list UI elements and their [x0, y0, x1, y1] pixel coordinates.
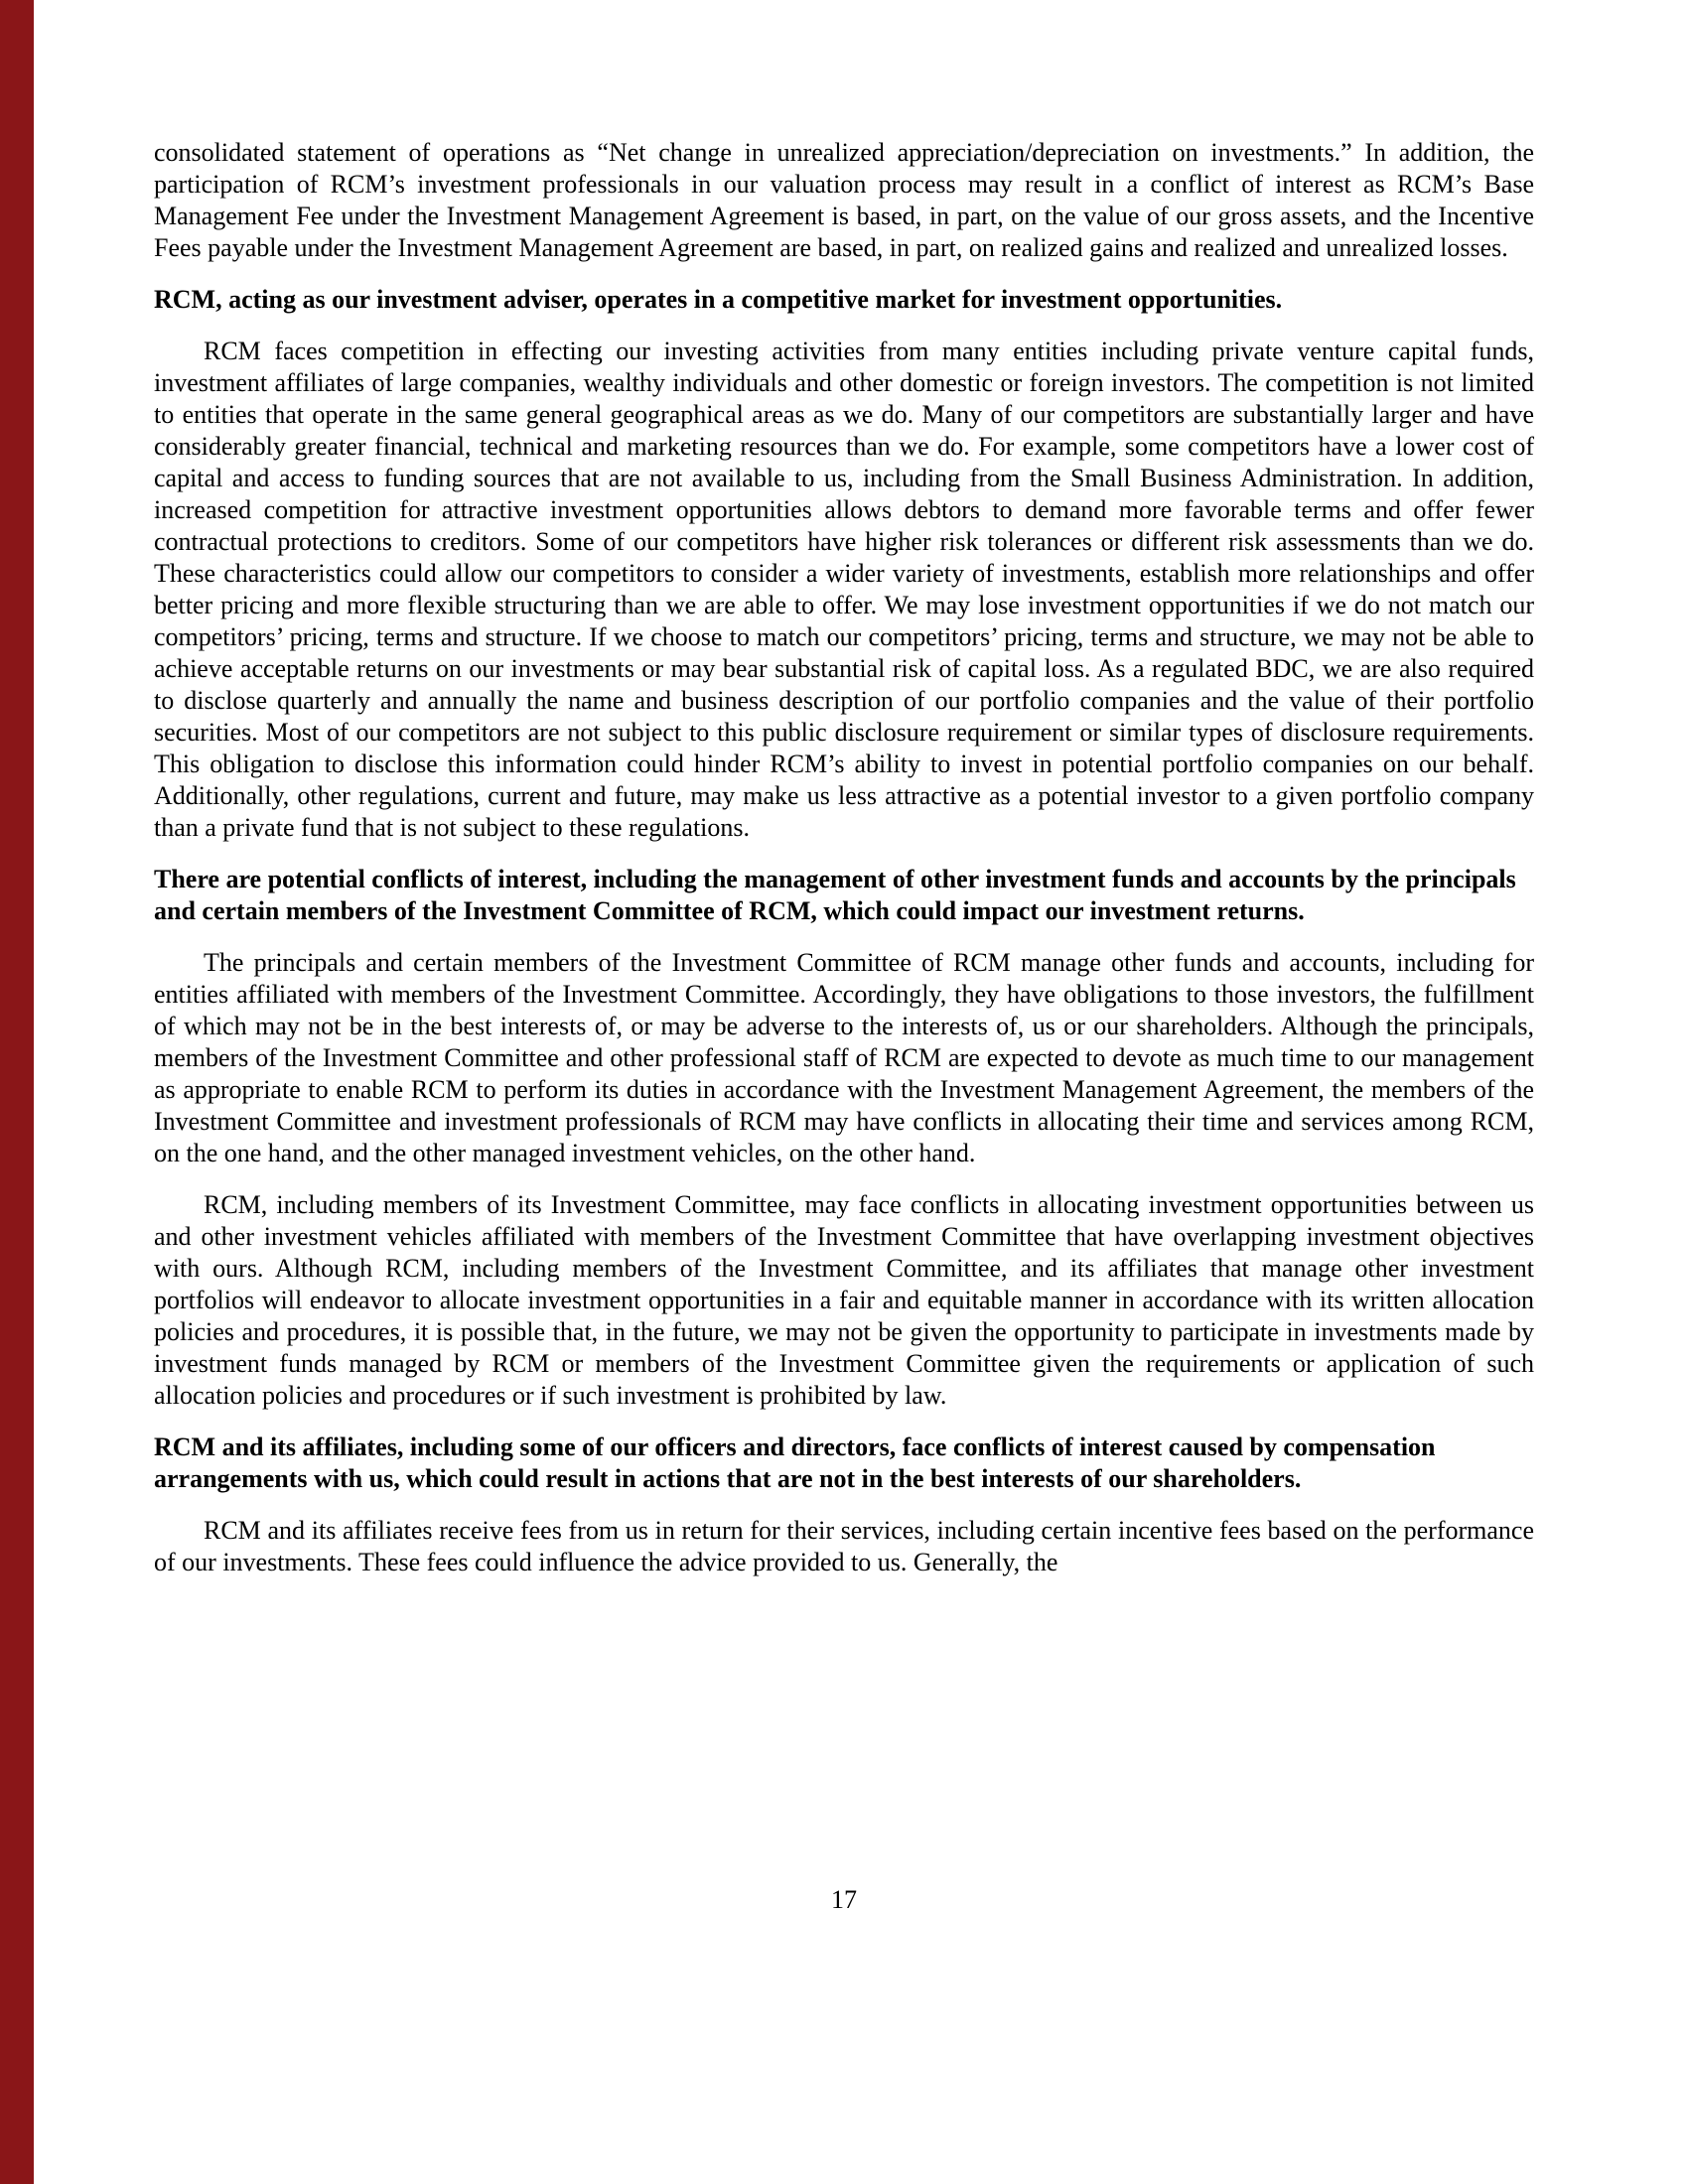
page-number: 17 — [831, 1885, 857, 1914]
risk-heading-conflicts-of-interest: There are potential conflicts of interest, including the management of other investment funds and accounts by the principals and certain members of the Investment Committee of RCM, which could impact our investment returns. — [154, 865, 1516, 925]
paragraph-principals-other-funds: The principals and certain members of the Investment Committee of RCM manage other funds and accounts, including for entities affiliated with members of the Investment Committee. Accordingly, they have obligations to those investors, the fulfillment of which may not be in the best interests of, or may be adverse to the interests of, us or our shareholders. Although the principals, members of the Investment Committee and other professional staff of RCM are expected to devote as much time to our management as appropriate to enable RCM to perform its duties in accordance with the Investment Management Agreement, the members of the Investment Committee and investment professionals of RCM may have conflicts in allocating their time and services among RCM, on the one hand, and the other managed investment vehicles, on the other hand. — [154, 948, 1534, 1167]
left-red-bar — [0, 0, 34, 2184]
page-body-text — [154, 137, 1534, 1598]
paragraph-continuation: consolidated statement of operations as “Net change in unrealized appreciation/depreciation on investments.” In addition, the participation of RCM’s investment professionals in our valuation process may result in a conflict of interest as RCM’s Base Management Fee under the Investment Management Agreement is based, in part, on the value of our gross assets, and the Incentive Fees payable under the Investment Management Agreement are based, in part, on realized gains and realized and unrealized losses. — [154, 138, 1534, 262]
risk-heading-competitive-market: RCM, acting as our investment adviser, operates in a competitive market for investment opportunities. — [154, 285, 1283, 314]
paragraph-competition: RCM faces competition in effecting our investing activities from many entities including private venture capital funds, investment affiliates of large companies, wealthy individuals and other domestic or foreign investors. The competition is not limited to entities that operate in the same general geographical areas as we do. Many of our competitors are substantially larger and have considerably greater financial, technical and marketing resources than we do. For example, some competitors have a lower cost of capital and access to funding sources that are not available to us, including from the Small Business Administration. In addition, increased competition for attractive investment opportunities allows debtors to demand more favorable terms and offer fewer contractual protections to creditors. Some of our competitors have higher risk tolerances or different risk assessments than we do. These characteristics could allow our competitors to consider a wider variety of investments, establish more relationships and offer better pricing and more flexible structuring than we are able to offer. We may lose investment opportunities if we do not match our competitors’ pricing, terms and structure. If we choose to match our competitors’ pricing, terms and structure, we may not be able to achieve acceptable returns on our investments or may bear substantial risk of capital loss. As a regulated BDC, we are also required to disclose quarterly and annually the name and business description of our portfolio companies and the value of their portfolio securities. Most of our competitors are not subject to this public disclosure requirement or similar types of disclosure requirements. This obligation to disclose this information could hinder RCM’s ability to invest in potential portfolio companies on our behalf. Additionally, other regulations, current and future, may make us less attractive as a potential investor to a given portfolio company than a private fund that is not subject to these regulations. — [154, 337, 1534, 842]
paragraph-allocating-opportunities: RCM, including members of its Investment Committee, may face conflicts in allocating investment opportunities between us and other investment vehicles affiliated with members of the Investment Committee that have overlapping investment objectives with ours. Although RCM, including members of the Investment Committee, and its affiliates that manage other investment portfolios will endeavor to allocate investment opportunities in a fair and equitable manner in accordance with its written allocation policies and procedures, it is possible that, in the future, we may not be given the opportunity to participate in investments made by investment funds managed by RCM or members of the Investment Committee given the requirements or application of such allocation policies and procedures or if such investment is prohibited by law. — [154, 1190, 1534, 1410]
risk-heading-compensation-arrangements: RCM and its affiliates, including some of our officers and directors, face conflicts of interest caused by compensation arrangements with us, which could result in actions that are not in the best interests of our shareholders. — [154, 1433, 1436, 1493]
paragraph-fees: RCM and its affiliates receive fees from us in return for their services, including certain incentive fees based on the performance of our investments. These fees could influence the advice provided to us. Generally, the — [154, 1516, 1534, 1576]
